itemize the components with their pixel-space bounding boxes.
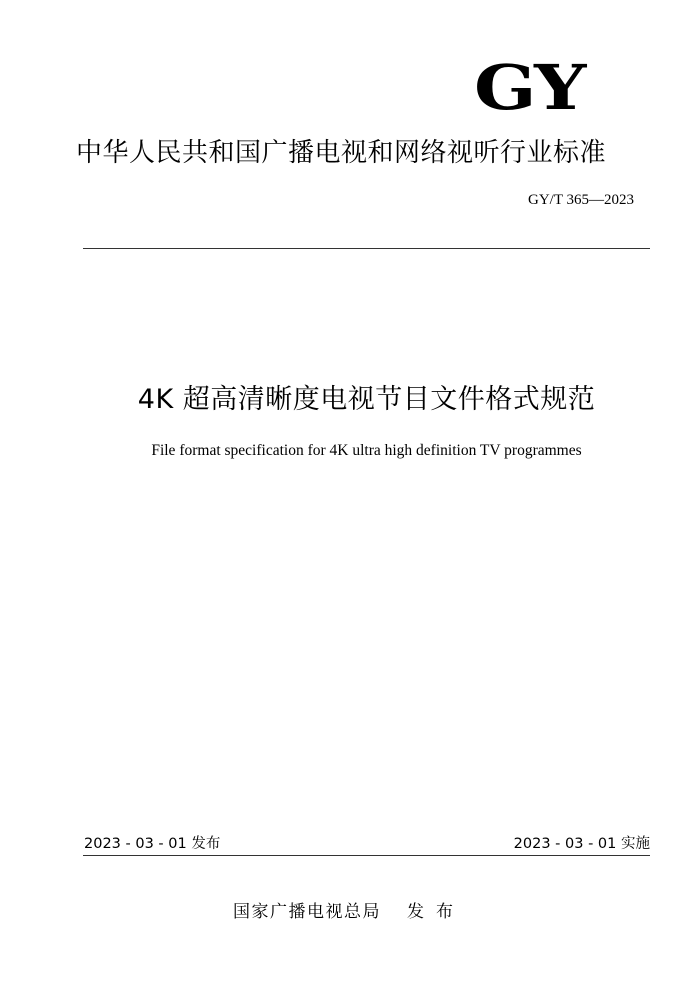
release-date: 2023 - 03 - 01 发布 <box>84 836 221 852</box>
issuer-line <box>233 900 465 924</box>
header-divider <box>83 248 650 249</box>
document-title-chinese: 4K 超高清晰度电视节目文件格式规范 <box>137 384 596 415</box>
standard-number: GY/T 365—2023 <box>528 192 634 208</box>
document-title-english: File format specification for 4K ultra high definition TV programmes <box>151 442 582 459</box>
issuer-name: 国家广播电视总局 <box>233 902 381 922</box>
gy-logo: GY <box>474 51 584 124</box>
org-standard-title: 中华人民共和国广播电视和网络视听行业标准 <box>76 138 607 168</box>
issue-label: 发布 <box>407 902 465 922</box>
footer-divider <box>83 855 650 856</box>
implementation-date: 2023 - 03 - 01 实施 <box>513 836 650 852</box>
